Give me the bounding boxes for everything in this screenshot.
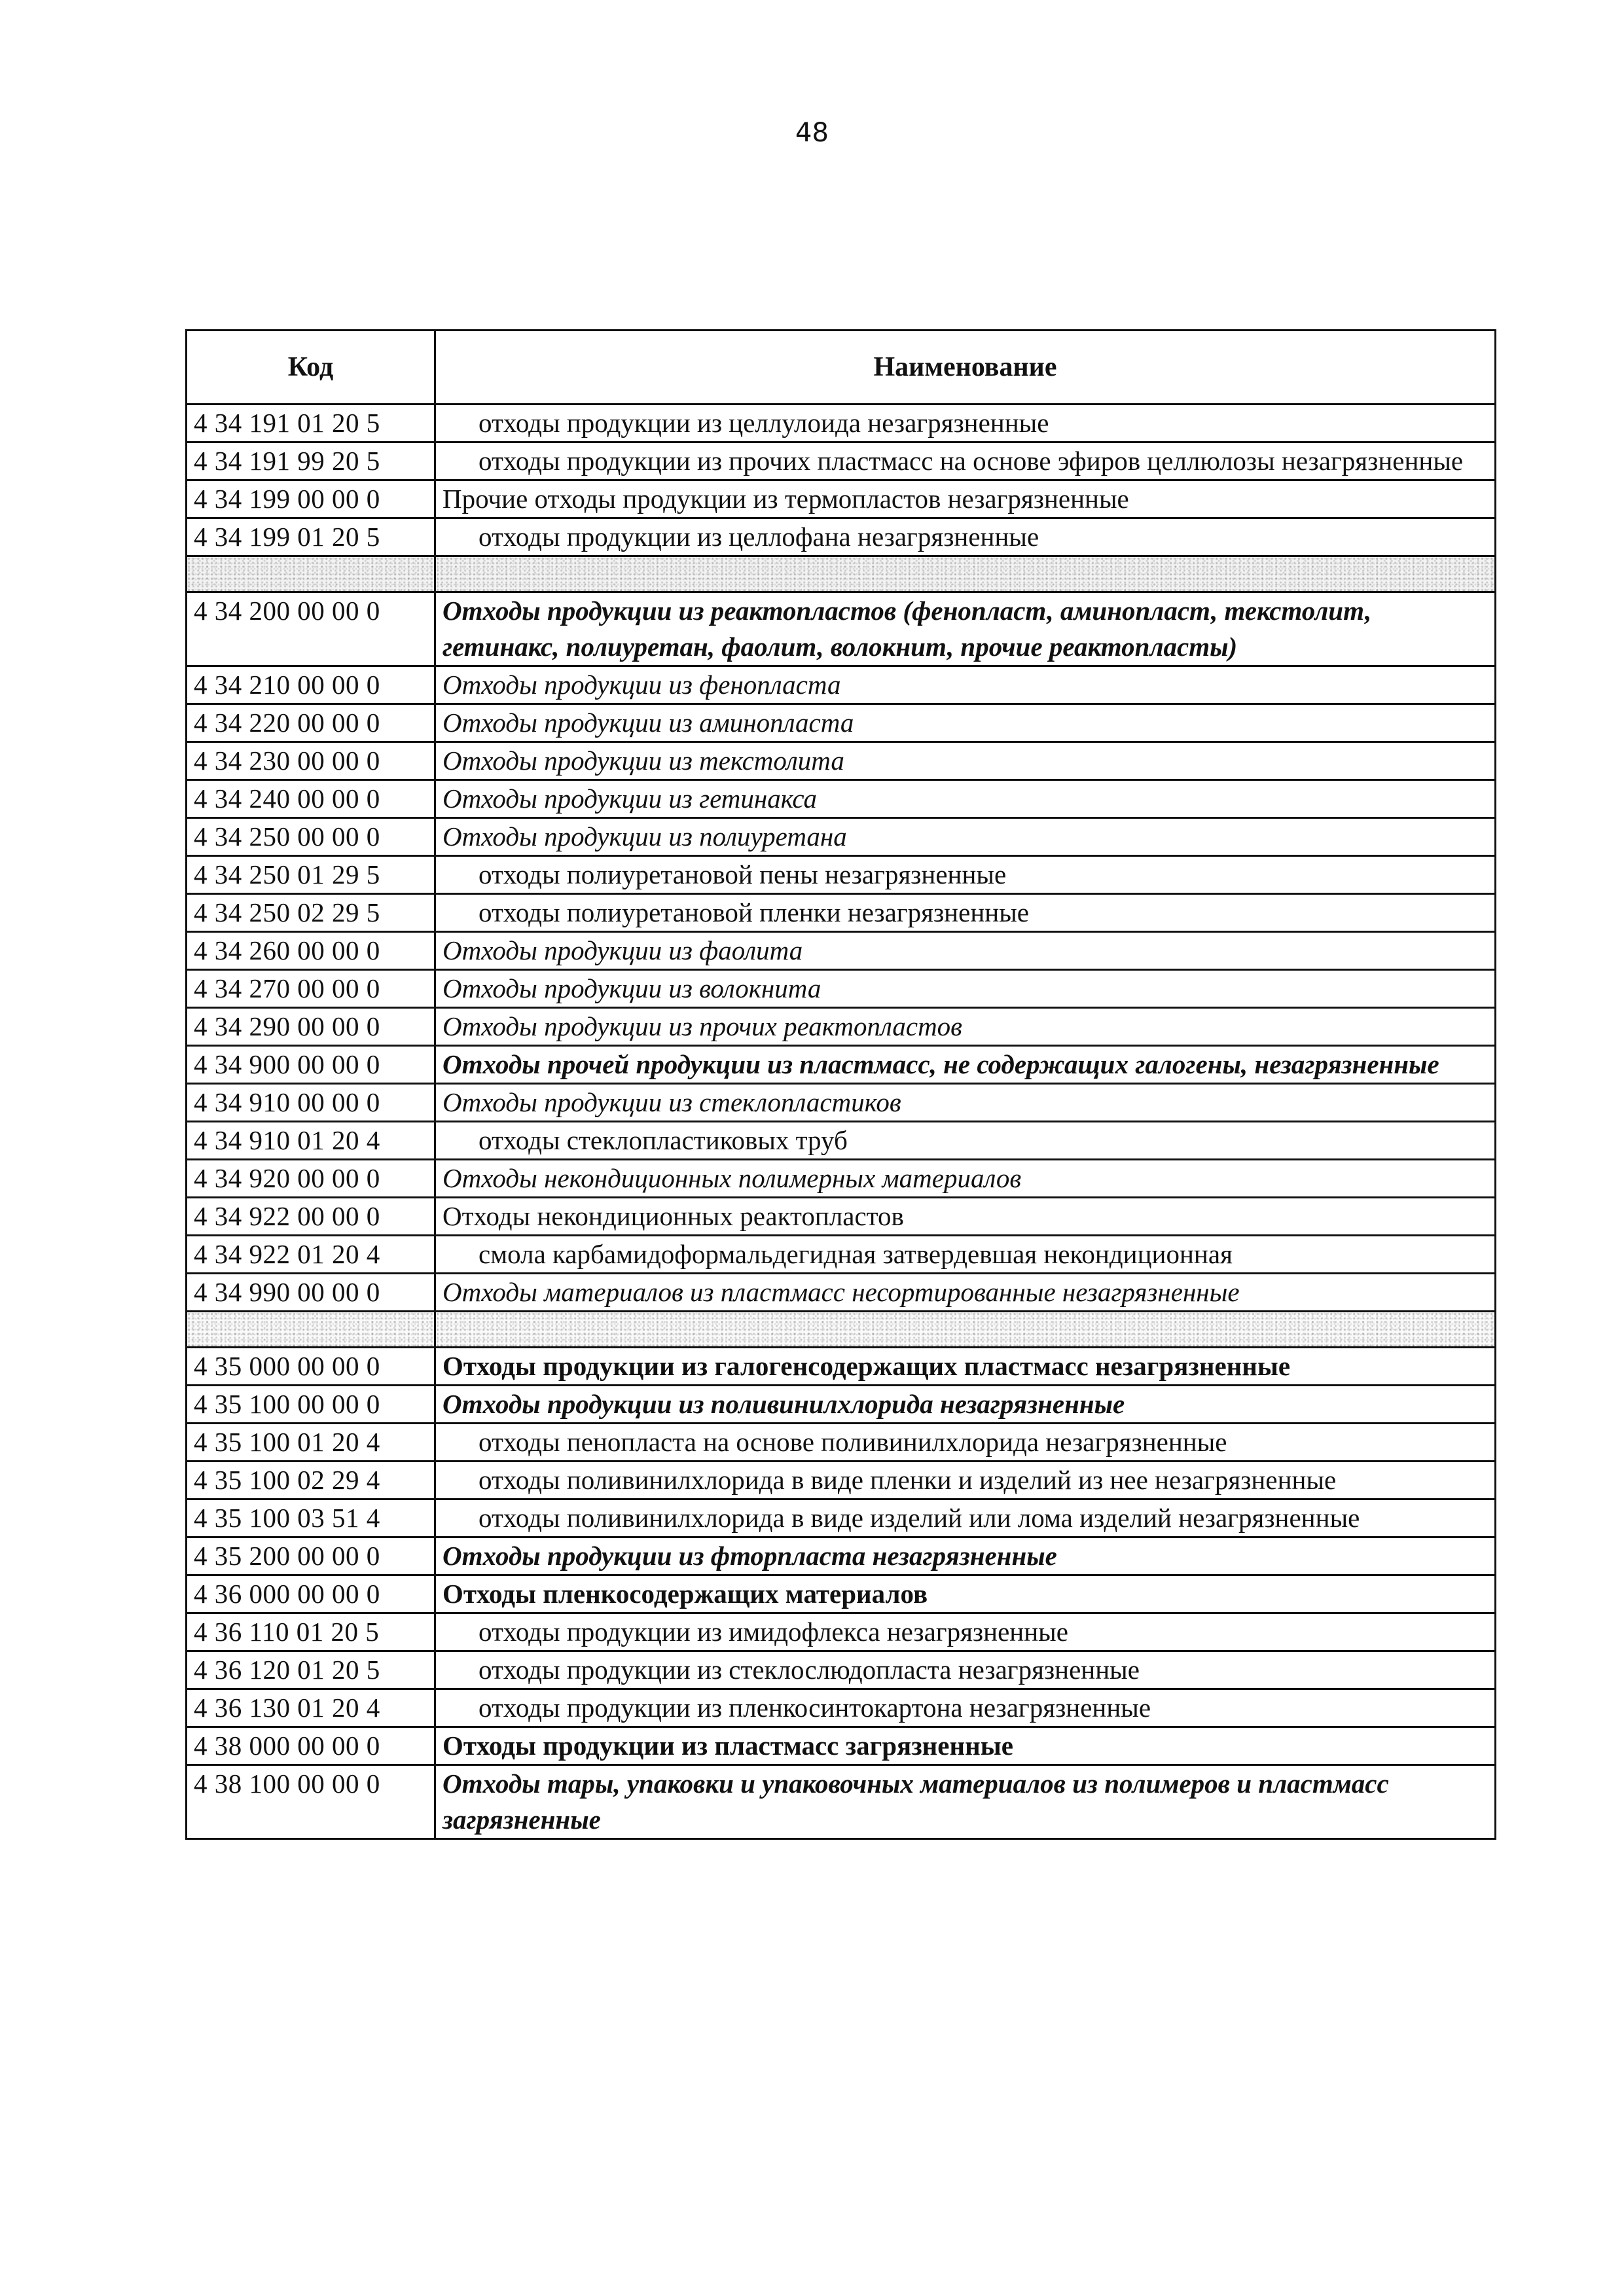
table-row [187,1689,1496,1727]
row-code: 4 34 210 00 00 0 [187,666,435,704]
row-name: Отходы некондиционных полимерных материалов [442,1163,1022,1193]
scan-noise-cell [435,1312,1496,1348]
row-code: 4 34 250 00 00 0 [187,818,435,856]
row-code: 4 38 100 00 00 0 [187,1765,435,1839]
row-code: 4 34 199 01 20 5 [187,518,435,556]
table-row [187,1046,1496,1084]
row-name-cell [435,1236,1496,1274]
table-row [187,1386,1496,1424]
row-name-cell [435,1462,1496,1499]
row-name: отходы продукции из пленкосинтокартона незагрязненные [478,1693,1151,1723]
row-name-cell [435,1046,1496,1084]
row-name: смола карбамидоформальдегидная затвердевшая некондиционная [478,1239,1233,1269]
table-row [187,1274,1496,1312]
row-name: отходы поливинилхлорида в виде изделий или лома изделий незагрязненные [478,1503,1360,1533]
row-name-cell [435,1348,1496,1386]
waste-code-table [185,329,1496,1840]
row-name: Отходы продукции из пластмасс загрязненные [442,1731,1013,1761]
row-code: 4 36 000 00 00 0 [187,1575,435,1613]
row-code: 4 35 100 00 00 0 [187,1386,435,1424]
row-name-cell [435,704,1496,742]
table-row [187,704,1496,742]
row-name-cell [435,1084,1496,1122]
row-name-cell [435,780,1496,818]
row-code: 4 34 220 00 00 0 [187,704,435,742]
table-row [187,1312,1496,1348]
row-name: Отходы продукции из полиуретана [442,821,847,852]
table-row [187,894,1496,932]
row-name-cell [435,1689,1496,1727]
row-name: Отходы материалов из пластмасс несортированные незагрязненные [442,1277,1240,1307]
row-name-cell [435,1575,1496,1613]
row-code: 4 34 900 00 00 0 [187,1046,435,1084]
row-name-cell [435,1160,1496,1198]
table-row [187,1537,1496,1575]
row-name-cell [435,1274,1496,1312]
row-name: отходы продукции из целлофана незагрязненные [478,522,1039,552]
row-code: 4 34 922 01 20 4 [187,1236,435,1274]
row-code: 4 34 922 00 00 0 [187,1198,435,1236]
row-code: 4 34 290 00 00 0 [187,1008,435,1046]
row-code: 4 34 230 00 00 0 [187,742,435,780]
row-name-cell [435,818,1496,856]
table-row [187,1424,1496,1462]
row-name-cell [435,592,1496,666]
table-row [187,1236,1496,1274]
row-code: 4 34 240 00 00 0 [187,780,435,818]
row-name: отходы пенопласта на основе поливинилхлорида незагрязненные [478,1427,1227,1457]
table-row [187,970,1496,1008]
table-row [187,1499,1496,1537]
scan-noise-cell [435,556,1496,592]
table-row [187,1651,1496,1689]
row-code: 4 34 910 01 20 4 [187,1122,435,1160]
table-row [187,1160,1496,1198]
table-row [187,442,1496,480]
row-name: Отходы продукции из фаолита [442,935,803,965]
row-code: 4 34 191 01 20 5 [187,404,435,442]
row-code: 4 35 200 00 00 0 [187,1537,435,1575]
table-row [187,666,1496,704]
row-code: 4 34 920 00 00 0 [187,1160,435,1198]
row-name-cell [435,894,1496,932]
header-name: Наименование [435,331,1496,404]
row-name: отходы поливинилхлорида в виде пленки и изделий из нее незагрязненные [478,1465,1337,1495]
row-name-cell [435,932,1496,970]
row-name: Отходы продукции из гетинакса [442,783,817,814]
row-code: 4 34 250 01 29 5 [187,856,435,894]
table-row [187,404,1496,442]
row-name: Отходы пленкосодержащих материалов [442,1579,928,1609]
row-code: 4 35 000 00 00 0 [187,1348,435,1386]
row-name-cell [435,404,1496,442]
row-code: 4 35 100 03 51 4 [187,1499,435,1537]
row-name-cell [435,742,1496,780]
row-name: Отходы продукции из галогенсодержащих пластмасс незагрязненные [442,1351,1291,1381]
row-name: Отходы продукции из фенопласта [442,670,841,700]
row-name: Отходы продукции из поливинилхлорида незагрязненные [442,1389,1125,1419]
row-name-cell [435,442,1496,480]
row-name: отходы продукции из прочих пластмасс на основе эфиров целлюлозы незагрязненные [478,446,1464,476]
table-row [187,932,1496,970]
table-row [187,780,1496,818]
row-name: Отходы продукции из реактопластов (фенопласт, аминопласт, текстолит, гетинакс, полиуретан, фаолит, волокнит, прочие реактопласты) [442,596,1372,662]
row-name: отходы продукции из целлулоида незагрязненные [478,408,1049,438]
row-code: 4 34 990 00 00 0 [187,1274,435,1312]
scan-noise-cell [187,556,435,592]
table-row [187,856,1496,894]
row-code: 4 36 130 01 20 4 [187,1689,435,1727]
row-name-cell [435,1537,1496,1575]
table-row [187,1727,1496,1765]
row-name-cell [435,1198,1496,1236]
table-body [187,404,1496,1839]
row-name: Прочие отходы продукции из термопластов незагрязненные [442,484,1129,514]
table-row [187,1613,1496,1651]
table-row [187,518,1496,556]
row-name: Отходы продукции из текстолита [442,745,844,776]
row-name: Отходы продукции из стеклопластиков [442,1087,901,1117]
row-code: 4 35 100 01 20 4 [187,1424,435,1462]
row-name: Отходы тары, упаковки и упаковочных материалов из полимеров и пластмасс загрязненные [442,1768,1389,1835]
row-code: 4 34 191 99 20 5 [187,442,435,480]
table-row [187,1348,1496,1386]
row-code: 4 34 910 00 00 0 [187,1084,435,1122]
page-number: 48 [795,118,829,148]
row-name-cell [435,518,1496,556]
table-row [187,1765,1496,1839]
row-code: 4 35 100 02 29 4 [187,1462,435,1499]
row-name-cell [435,1122,1496,1160]
row-name-cell [435,1765,1496,1839]
table-row [187,1084,1496,1122]
row-code: 4 34 200 00 00 0 [187,592,435,666]
row-name: отходы полиуретановой пленки незагрязненные [478,897,1029,927]
row-name: Отходы продукции из волокнита [442,973,821,1003]
table-row [187,742,1496,780]
table-row [187,1575,1496,1613]
row-code: 4 34 199 00 00 0 [187,480,435,518]
table-row [187,1008,1496,1046]
row-code: 4 36 120 01 20 5 [187,1651,435,1689]
table-row [187,1122,1496,1160]
table-row [187,1198,1496,1236]
row-name: Отходы продукции из фторпласта незагрязненные [442,1541,1057,1571]
row-name-cell [435,1727,1496,1765]
row-code: 4 36 110 01 20 5 [187,1613,435,1651]
row-name-cell [435,1386,1496,1424]
row-name-cell [435,480,1496,518]
row-name-cell [435,856,1496,894]
row-name: Отходы продукции из аминопласта [442,708,854,738]
row-name: отходы продукции из стеклослюдопласта незагрязненные [478,1655,1140,1685]
table-row [187,480,1496,518]
row-name-cell [435,666,1496,704]
row-name: Отходы продукции из прочих реактопластов [442,1011,962,1041]
table-row [187,1462,1496,1499]
row-code: 4 38 000 00 00 0 [187,1727,435,1765]
row-name-cell [435,1424,1496,1462]
row-code: 4 34 260 00 00 0 [187,932,435,970]
table-row [187,556,1496,592]
row-code: 4 34 270 00 00 0 [187,970,435,1008]
row-name: отходы стеклопластиковых труб [478,1125,848,1155]
row-name: Отходы прочей продукции из пластмасс, не содержащих галогены, незагрязненные [442,1049,1439,1079]
row-name: отходы продукции из имидофлекса незагрязненные [478,1617,1068,1647]
table-row [187,592,1496,666]
row-name-cell [435,970,1496,1008]
row-name-cell [435,1613,1496,1651]
row-name: Отходы некондиционных реактопластов [442,1201,904,1231]
row-code: 4 34 250 02 29 5 [187,894,435,932]
scan-noise-cell [187,1312,435,1348]
row-name-cell [435,1651,1496,1689]
row-name-cell [435,1499,1496,1537]
row-name-cell [435,1008,1496,1046]
table-header-row [187,331,1496,404]
table-row [187,818,1496,856]
header-code: Код [187,331,435,404]
row-name: отходы полиуретановой пены незагрязненные [478,859,1007,889]
